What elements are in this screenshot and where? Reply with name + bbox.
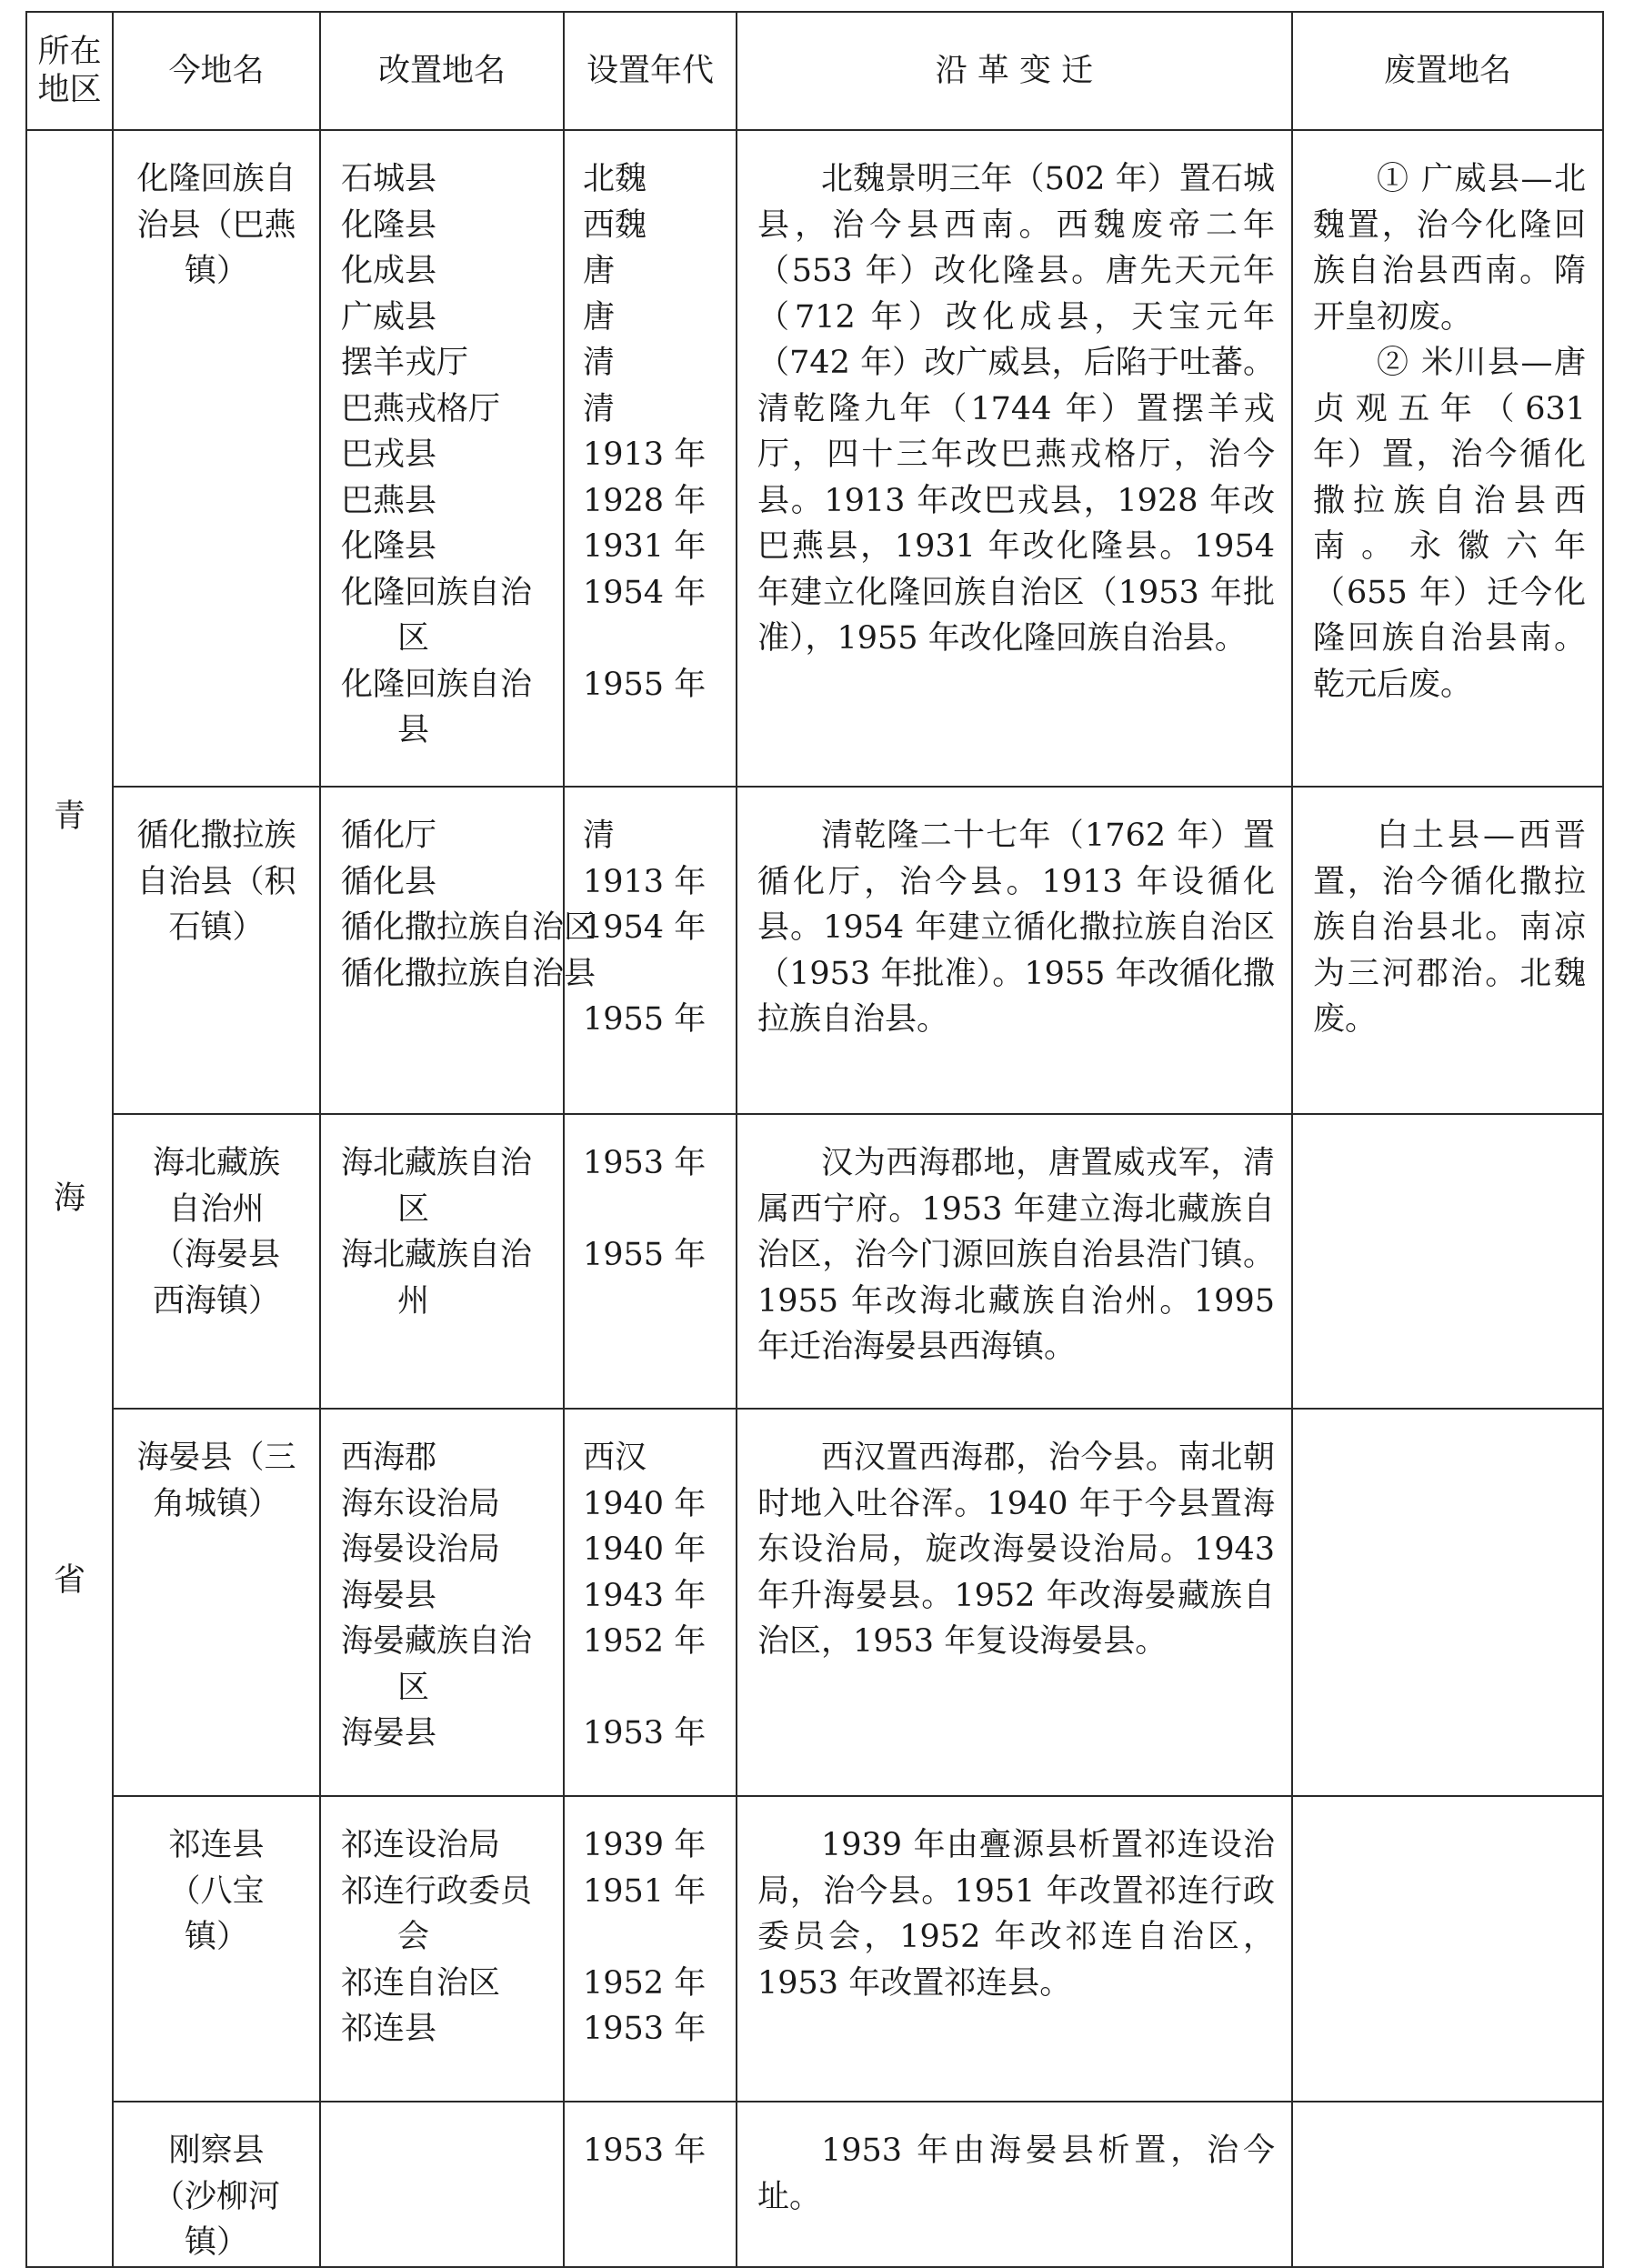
region-cell	[26, 130, 113, 2267]
abolished-names: ① 广威县—北魏置，治今化隆回族自治县西南。隋开皇初废。 ② 米川县—唐贞观五年（631 年）置，治今循化撒拉族自治县西南。永徽六年（655 年）迁今化隆回族自治县南。乾元后废。	[1292, 130, 1603, 787]
admin-history-table	[25, 11, 1604, 2268]
abolished-names	[1292, 1796, 1603, 2102]
former-names: 祁连设治局 祁连行政委员会 祁连自治区 祁连县	[320, 1796, 564, 2102]
current-name: 海晏县（三角城镇）	[113, 1409, 320, 1796]
former-names: 循化厅 循化县 循化撒拉族自治区 循化撒拉族自治县	[320, 787, 564, 1114]
years: 1953 年	[564, 2102, 737, 2267]
table-row	[26, 1409, 1603, 1796]
header-years: 设置年代	[564, 12, 737, 130]
table-row	[26, 787, 1603, 1114]
former-names: 石城县 化隆县 化成县 广威县 摆羊戎厅 巴燕戎格厅 巴戎县 巴燕县 化隆县 化隆回族自治区 化隆回族自治县	[320, 130, 564, 787]
history-text: 1939 年由亹源县析置祁连设治局，治今县。1951 年改置祁连行政委员会，1952 年改祁连自治区，1953 年改置祁连县。	[737, 1796, 1292, 2102]
header-history: 沿 革 变 迁	[737, 12, 1292, 130]
header-former-names: 改置地名	[320, 12, 564, 130]
region-char: 青	[53, 798, 85, 835]
abolished-names	[1292, 1114, 1603, 1409]
region-char: 海	[53, 1179, 85, 1217]
former-names: 西海郡 海东设治局 海晏设治局 海晏县 海晏藏族自治区 海晏县	[320, 1409, 564, 1796]
header-current-name: 今地名	[113, 12, 320, 130]
current-name: 化隆回族自治县（巴燕镇）	[113, 130, 320, 787]
years: 清 1913 年 1954 年 1955 年	[564, 787, 737, 1114]
history-text: 清乾隆二十七年（1762 年）置循化厅，治今县。1913 年设循化县。1954 年建立循化撒拉族自治区（1953 年批准）。1955 年改循化撒拉族自治县。	[737, 787, 1292, 1114]
header-region: 所在地区	[26, 12, 113, 130]
history-text: 1953 年由海晏县析置，治今址。	[737, 2102, 1292, 2267]
header-row	[26, 12, 1603, 130]
years: 西汉 1940 年 1940 年 1943 年 1952 年 1953 年	[564, 1409, 737, 1796]
current-name: 海北藏族自治州（海晏县西海镇）	[113, 1114, 320, 1409]
current-name: 祁连县（八宝镇）	[113, 1796, 320, 2102]
former-names: 海北藏族自治区 海北藏族自治州	[320, 1114, 564, 1409]
years: 1939 年 1951 年 1952 年 1953 年	[564, 1796, 737, 2102]
years: 北魏 西魏 唐 唐 清 清 1913 年 1928 年 1931 年 1954 年 1955 年	[564, 130, 737, 787]
table-row	[26, 1796, 1603, 2102]
table-row	[26, 1114, 1603, 1409]
current-name: 刚察县（沙柳河镇）	[113, 2102, 320, 2267]
header-abolished: 废置地名	[1292, 12, 1603, 130]
table-row	[26, 2102, 1603, 2267]
table-row	[26, 130, 1603, 787]
current-name: 循化撒拉族自治县（积石镇）	[113, 787, 320, 1114]
history-text: 西汉置西海郡，治今县。南北朝时地入吐谷浑。1940 年于今县置海东设治局，旋改海晏设治局。1943 年升海晏县。1952 年改海晏藏族自治区，1953 年复设海晏县。	[737, 1409, 1292, 1796]
abolished-names	[1292, 2102, 1603, 2267]
former-names	[320, 2102, 564, 2267]
region-char: 省	[53, 1561, 85, 1599]
abolished-names: 白土县—西晋置，治今循化撒拉族自治县北。南凉为三河郡治。北魏废。	[1292, 787, 1603, 1114]
abolished-names	[1292, 1409, 1603, 1796]
history-text: 北魏景明三年（502 年）置石城县，治今县西南。西魏废帝二年（553 年）改化隆县。唐先天元年（712 年）改化成县，天宝元年（742 年）改广威县，后陷于吐蕃。清乾隆九年（1744 年）置摆羊戎厅，四十三年改巴燕戎格厅，治今县。1913 年改巴戎县，1928 年改巴燕县，1931 年改化隆县。1954 年建立化隆回族自治区（1953 年批准），1955 年改化隆回族自治县。	[737, 130, 1292, 787]
history-text: 汉为西海郡地，唐置威戎军，清属西宁府。1953 年建立海北藏族自治区，治今门源回族自治县浩门镇。1955 年改海北藏族自治州。1995 年迁治海晏县西海镇。	[737, 1114, 1292, 1409]
years: 1953 年 1955 年	[564, 1114, 737, 1409]
